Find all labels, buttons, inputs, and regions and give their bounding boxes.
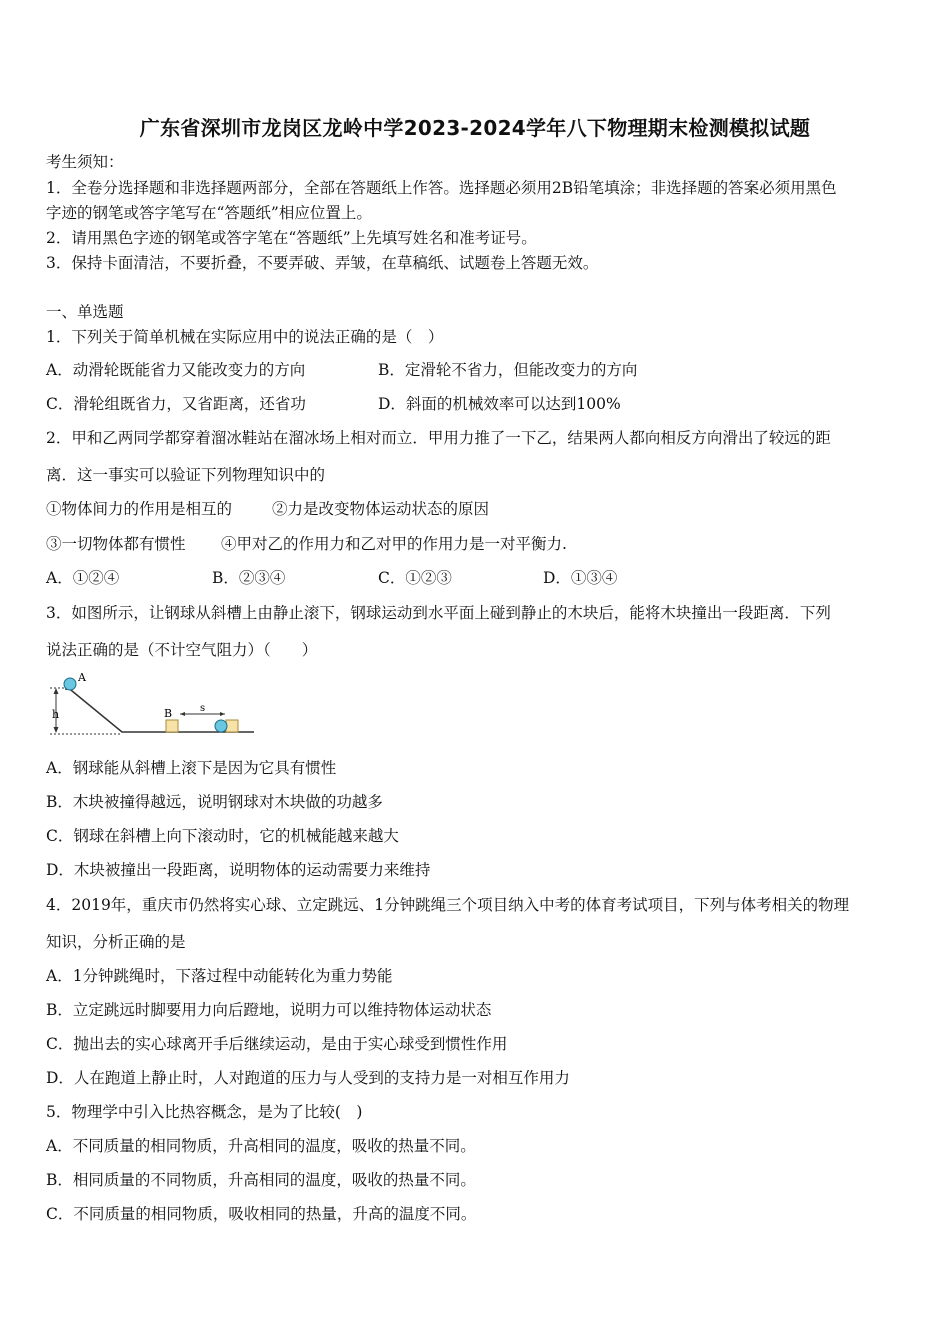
- q5-option-c: C．不同质量的相同物质，吸收相同的热量，升高的温度不同。: [46, 1205, 477, 1223]
- q1-stem: 1．下列关于简单机械在实际应用中的说法正确的是（ ）: [46, 328, 444, 346]
- section-heading: 一、单选题: [46, 303, 124, 321]
- notice-item-1: 1．全卷分选择题和非选择题两部分，全部在答题纸上作答。选择题必须用2B铅笔填涂；非选择题的答案必须用黑色: [46, 179, 837, 197]
- label-s: s: [200, 703, 206, 714]
- notice-heading: 考生须知：: [46, 153, 124, 171]
- label-a: A: [78, 671, 86, 684]
- label-b: B: [164, 707, 173, 720]
- q2-option-d: D．①③④: [543, 569, 618, 587]
- q5-stem: 5．物理学中引入比热容概念，是为了比较( ): [46, 1103, 363, 1121]
- q4-option-a: A．1分钟跳绳时，下落过程中动能转化为重力势能: [46, 967, 393, 985]
- q2-statement-4: ④甲对乙的作用力和乙对甲的作用力是一对平衡力.: [221, 535, 567, 553]
- q2-stem-2: 离．这一事实可以验证下列物理知识中的: [46, 466, 326, 484]
- q1-option-c: C．滑轮组既省力，又省距离，还省功: [46, 395, 306, 413]
- notice-item-3: 3．保持卡面清洁，不要折叠，不要弄破、弄皱，在草稿纸、试题卷上答题无效。: [46, 254, 599, 272]
- q2-option-a: A．①②④: [46, 569, 120, 587]
- q3-stem-1: 3．如图所示，让钢球从斜槽上由静止滚下，钢球运动到水平面上碰到静止的木块后，能将木块撞出一段距离．下列: [46, 604, 831, 622]
- q3-option-b: B．木块被撞得越远，说明钢球对木块做的功越多: [46, 793, 383, 811]
- q3-incline-figure: [44, 668, 256, 740]
- q1-option-b: B．定滑轮不省力，但能改变力的方向: [378, 361, 638, 379]
- q3-option-a: A．钢球能从斜槽上滚下是因为它具有惯性: [46, 759, 337, 777]
- wood-block-moved: [226, 720, 238, 732]
- height-arrow-bottom: [54, 727, 59, 733]
- q2-option-c: C．①②③: [378, 569, 452, 587]
- label-h: h: [52, 708, 60, 721]
- q2-statement-2: ②力是改变物体运动状态的原因: [272, 500, 490, 518]
- q2-statement-3: ③一切物体都有惯性: [46, 535, 186, 553]
- q4-stem-2: 知识，分析正确的是: [46, 933, 186, 951]
- q4-option-b: B．立定跳远时脚要用力向后蹬地，说明力可以维持物体运动状态: [46, 1001, 492, 1019]
- q1-option-a: A．动滑轮既能省力又能改变力的方向: [46, 361, 306, 379]
- q2-stem-1: 2．甲和乙两同学都穿着溜冰鞋站在溜冰场上相对而立．甲用力推了一下乙，结果两人都向相反方向滑出了较远的距: [46, 429, 831, 447]
- q5-option-b: B．相同质量的不同物质，升高相同的温度，吸收的热量不同。: [46, 1171, 476, 1189]
- wood-block-b: [166, 720, 178, 732]
- q1-option-d: D．斜面的机械效率可以达到100%: [378, 395, 621, 413]
- height-arrow-top: [54, 688, 59, 694]
- q2-statement-1: ①物体间力的作用是相互的: [46, 500, 233, 518]
- q4-option-d: D．人在跑道上静止时，人对跑道的压力与人受到的支持力是一对相互作用力: [46, 1069, 570, 1087]
- q3-stem-2: 说法正确的是（不计空气阻力）（ ）: [46, 641, 318, 659]
- notice-item-1-cont: 字迹的钢笔或答字笔写在“答题纸”相应位置上。: [46, 204, 372, 222]
- notice-item-2: 2．请用黑色字迹的钢笔或答字笔在“答题纸”上先填写姓名和准考证号。: [46, 229, 537, 247]
- q4-stem-1: 4．2019年，重庆市仍然将实心球、立定跳远、1分钟跳绳三个项目纳入中考的体育考试项目，下列与体考相关的物理: [46, 896, 850, 914]
- q2-option-b: B．②③④: [212, 569, 286, 587]
- q3-option-c: C．钢球在斜槽上向下滚动时，它的机械能越来越大: [46, 827, 399, 845]
- q3-option-d: D．木块被撞出一段距离，说明物体的运动需要力来维持: [46, 861, 431, 879]
- steel-ball-bottom: [215, 720, 227, 732]
- steel-ball-a: [64, 678, 76, 690]
- page-title: 广东省深圳市龙岗区龙岭中学2023-2024学年八下物理期末检测模拟试题: [139, 116, 811, 140]
- q4-option-c: C．抛出去的实心球离开手后继续运动，是由于实心球受到惯性作用: [46, 1035, 508, 1053]
- q5-option-a: A．不同质量的相同物质，升高相同的温度，吸收的热量不同。: [46, 1137, 476, 1155]
